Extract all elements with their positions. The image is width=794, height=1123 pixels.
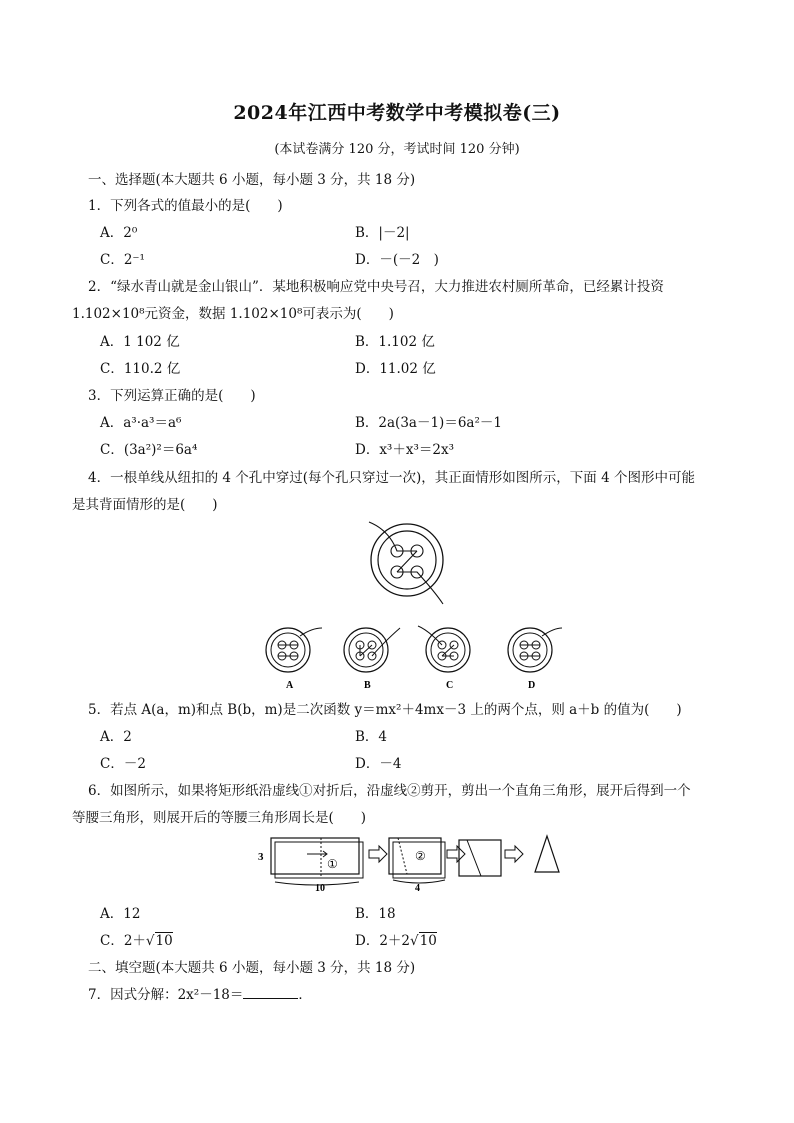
section-heading-choice: 一、选择题(本大题共 6 小题，每小题 3 分，共 18 分): [88, 172, 416, 188]
q6-option-c-radicand: 10: [155, 933, 173, 949]
sqrt-sign: √: [145, 933, 155, 949]
question-2-stem-line2: 1.102×10⁸元资金，数据 1.102×10⁸可表示为( ): [72, 306, 394, 322]
q2-option-d: D．11.02 亿: [355, 361, 436, 377]
fig-mark-1: ①: [327, 857, 338, 871]
q6-option-a: A．12: [100, 906, 141, 922]
q5-option-d: D．－4: [355, 756, 402, 772]
q1-option-c: C．2⁻¹: [100, 252, 145, 268]
q5-option-b: B．4: [355, 729, 388, 745]
button-front-figure: [355, 518, 455, 608]
q6-option-d-radicand: 10: [419, 933, 437, 949]
question-6-stem-line2: 等腰三角形，则展开后的等腰三角形周长是( ): [72, 810, 367, 826]
question-6-stem-line1: 6．如图所示，如果将矩形纸沿虚线①对折后，沿虚线②剪开，剪出一个直角三角形，展开后得到一个: [88, 783, 691, 799]
q5-option-c: C．－2: [100, 756, 146, 772]
fig-mark-2: ②: [415, 849, 426, 863]
q3-option-d: D．x³＋x³＝2x³: [355, 442, 454, 458]
question-4-stem-line1: 4．一根单线从纽扣的 4 个孔中穿过(每个孔只穿过一次)，其正面情形如图所示，下面 4 个图形中可能: [88, 470, 695, 486]
q6-option-c: [100, 929, 173, 949]
q6-option-b: B．18: [355, 906, 396, 922]
option-label-b: B: [364, 680, 371, 691]
question-4-stem-line2: 是其背面情形的是( ): [72, 497, 218, 513]
q6-option-c-prefix: C．2＋: [100, 933, 146, 949]
q3-option-a: A．a³·a³＝a⁶: [100, 415, 182, 431]
q1-option-b: B．|－2|: [355, 225, 410, 241]
q1-option-d: D．－(－2 ): [355, 252, 439, 268]
question-1-stem: 1．下列各式的值最小的是( ): [88, 198, 283, 214]
option-label-a: A: [286, 680, 294, 691]
answer-blank[interactable]: [243, 986, 298, 999]
sqrt-sign: √: [410, 933, 419, 949]
fig-height-label: 3: [258, 851, 264, 863]
button-options-figure: [258, 620, 578, 692]
fig-width2-label: 4: [415, 883, 420, 894]
q2-option-c: C．110.2 亿: [100, 361, 181, 377]
q2-option-a: A．1 102 亿: [100, 334, 180, 350]
q3-option-b: B．2a(3a－1)＝6a²－1: [355, 415, 502, 431]
q2-option-b: B．1.102 亿: [355, 334, 435, 350]
question-7-stem: 7．因式分解：2x²－18＝: [88, 987, 244, 1003]
page-subtitle: (本试卷满分 120 分，考试时间 120 分钟): [274, 142, 520, 157]
fig-width-label: 10: [315, 883, 325, 894]
paper-fold-figure: [255, 828, 575, 894]
q6-option-d: [355, 929, 437, 949]
question-2-stem-line1: 2．“绿水青山就是金山银山”．某地积极响应党中央号召，大力推进农村厕所革命，已经累计投资: [88, 279, 664, 295]
question-3-stem: 3．下列运算正确的是( ): [88, 388, 256, 404]
section-heading-fill: 二、填空题(本大题共 6 小题，每小题 3 分，共 18 分): [88, 960, 416, 976]
q6-option-d-prefix: D．2＋2: [355, 933, 411, 949]
q5-option-a: A．2: [100, 729, 132, 745]
question-7-end: ．: [298, 987, 312, 1003]
page-title: 2024年江西中考数学中考模拟卷(三): [233, 102, 561, 124]
option-label-c: C: [446, 680, 454, 691]
question-7: [88, 983, 312, 1003]
option-label-d: D: [528, 680, 536, 691]
q3-option-c: C．(3a²)²＝6a⁴: [100, 442, 198, 458]
q1-option-a: A．2⁰: [100, 225, 138, 241]
question-5-stem: 5．若点 A(a，m)和点 B(b，m)是二次函数 y＝mx²＋4mx－3 上的两个点，则 a＋b 的值为( ): [88, 702, 682, 718]
